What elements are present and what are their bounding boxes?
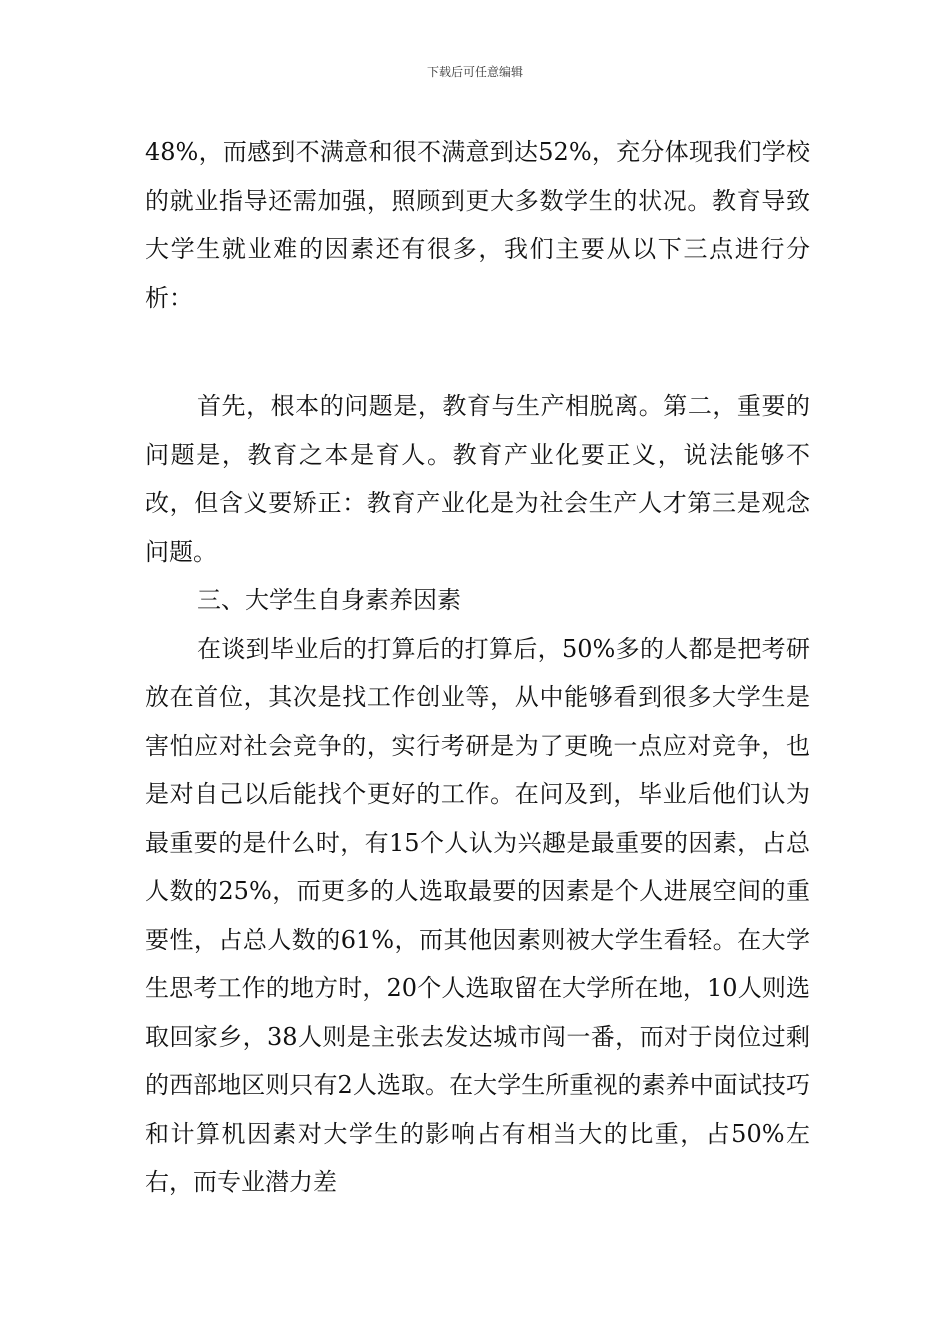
section-heading: 三、大学生自身素养因素 — [197, 586, 461, 614]
page-header: 下载后可任意编辑 — [426, 65, 523, 79]
paragraph-education-issues: 首先，根本的问题是，教育与生产相脱离。第二，重要的问题是，教育之本是育人。教育产业化要正义，说法能够不改，但含义要矫正：教育产业化是为社会生产人才第三是观念问题。 — [145, 392, 810, 566]
document-body — [145, 128, 810, 1207]
paragraph-student-factors: 在谈到毕业后的打算后的打算后，50%多的人都是把考研放在首位，其次是找工作创业等，从中能够看到很多大学生是害怕应对社会竞争的，实行考研是为了更晚一点应对竞争，也是对自己以后能找个更好的工作。在问及到，毕业后他们认为最重要的是什么时，有15个人认为兴趣是最重要的因素，占总人数的25%，而更多的人选取最要的因素是个人进展空间的重要性，占总人数的61%，而其他因素则被大学生看轻。在大学生思考工作的地方时，20个人选取留在大学所在地，10人则选取回家乡，38人则是主张去发达城市闯一番，而对于岗位过剩的西部地区则只有2人选取。在大学生所重视的素养中面试技巧和计算机因素对大学生的影响占有相当大的比重，占50%左右，而专业潜力差 — [145, 634, 810, 1196]
paragraph-survey-summary: 48%，而感到不满意和很不满意到达52%，充分体现我们学校的就业指导还需加强，照顾到更大多数学生的状况。教育导致大学生就业难的因素还有很多，我们主要从以下三点进行分析： — [145, 138, 810, 312]
